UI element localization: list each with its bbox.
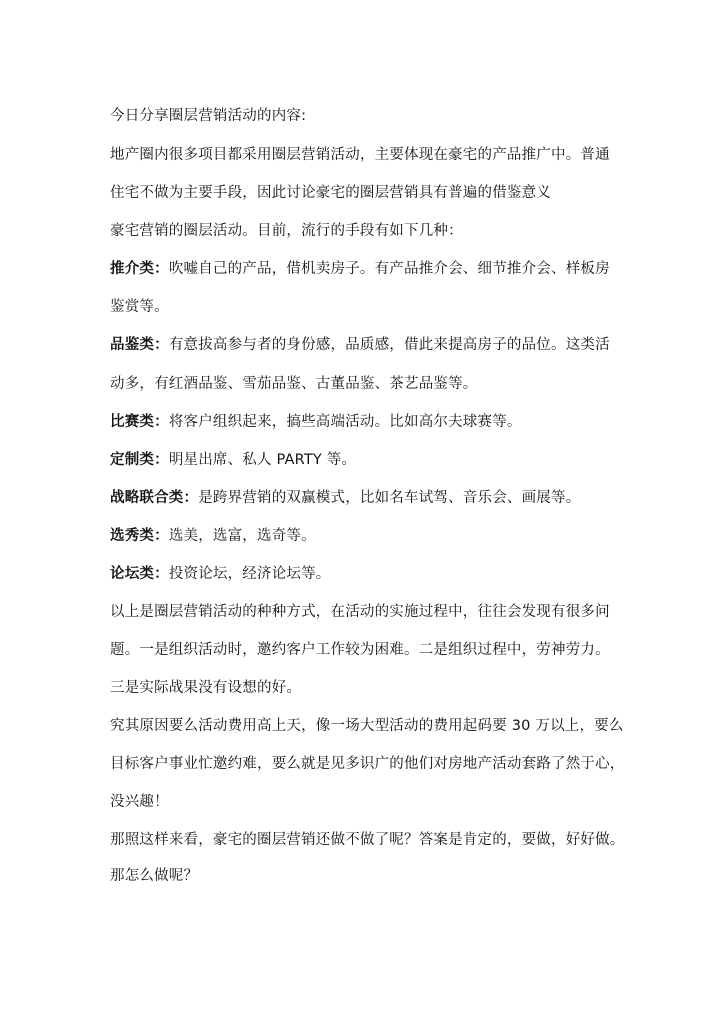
category-text: 吹嘘自己的产品，借机卖房子。有产品推介会、细节推介会、样板房 <box>168 261 610 277</box>
category-label: 战略联合类： <box>110 490 199 506</box>
category-label: 推介类： <box>110 261 169 277</box>
paragraph-5: 那照这样来看，豪宅的圈层营销还做不做了呢？答案是肯定的，要做，好好做。 <box>110 832 625 848</box>
category-promotion-continued: 鉴赏等。 <box>110 299 169 315</box>
category-text: 有意拔高参与者的身份感，品质感，借此来提高房子的品位。这类活 <box>168 337 610 353</box>
category-promotion <box>110 259 610 279</box>
category-tasting-continued: 动多，有红酒品鉴、雪茄品鉴、古董品鉴、茶艺品鉴等。 <box>110 376 478 392</box>
category-competition <box>110 412 522 432</box>
category-text: 明星出席、私人 PARTY 等。 <box>168 452 357 468</box>
category-label: 选秀类： <box>110 528 169 544</box>
paragraph-4-line-2: 目标客户事业忙邀约难，要么就是见多识广的他们对房地产活动套路了然于心， <box>110 756 625 772</box>
paragraph-2: 豪宅营销的圈层活动。目前，流行的手段有如下几种： <box>110 223 463 239</box>
intro-line: 今日分享圈层营销活动的内容: <box>110 108 307 124</box>
category-tasting <box>110 335 610 355</box>
category-forum <box>110 564 331 584</box>
category-label: 定制类： <box>110 452 169 468</box>
paragraph-3-line-1: 以上是圈层营销活动的种种方式，在活动的实施过程中，往往会发现有很多问 <box>110 604 610 620</box>
category-text: 选美，选富，选奇等。 <box>168 528 316 544</box>
category-label: 论坛类： <box>110 566 169 582</box>
paragraph-3-line-3: 三是实际战果没有设想的好。 <box>110 680 302 696</box>
paragraph-1-line-1: 地产圈内很多项目都采用圈层营销活动，主要体现在豪宅的产品推广中。普通 <box>110 147 610 163</box>
category-text: 将客户组织起来，搞些高端活动。比如高尔夫球赛等。 <box>168 414 522 430</box>
category-custom <box>110 450 356 470</box>
paragraph-6: 那怎么做呢？ <box>110 868 199 884</box>
category-selection <box>110 526 316 546</box>
category-label: 比赛类： <box>110 414 169 430</box>
category-text: 是跨界营销的双赢模式，比如名车试驾、音乐会、画展等。 <box>198 490 581 506</box>
paragraph-3-line-2: 题。一是组织活动时，邀约客户工作较为困难。二是组织过程中，劳神劳力。 <box>110 642 610 658</box>
paragraph-4-line-1: 究其原因要么活动费用高上天，像一场大型活动的费用起码要 30 万以上，要么 <box>110 718 624 734</box>
category-strategic-alliance <box>110 488 580 508</box>
category-text: 投资论坛，经济论坛等。 <box>168 566 331 582</box>
paragraph-4-line-3: 没兴趣！ <box>110 794 169 810</box>
paragraph-1-line-2: 住宅不做为主要手段，因此讨论豪宅的圈层营销具有普遍的借鉴意义 <box>110 185 551 201</box>
category-label: 品鉴类： <box>110 337 169 353</box>
